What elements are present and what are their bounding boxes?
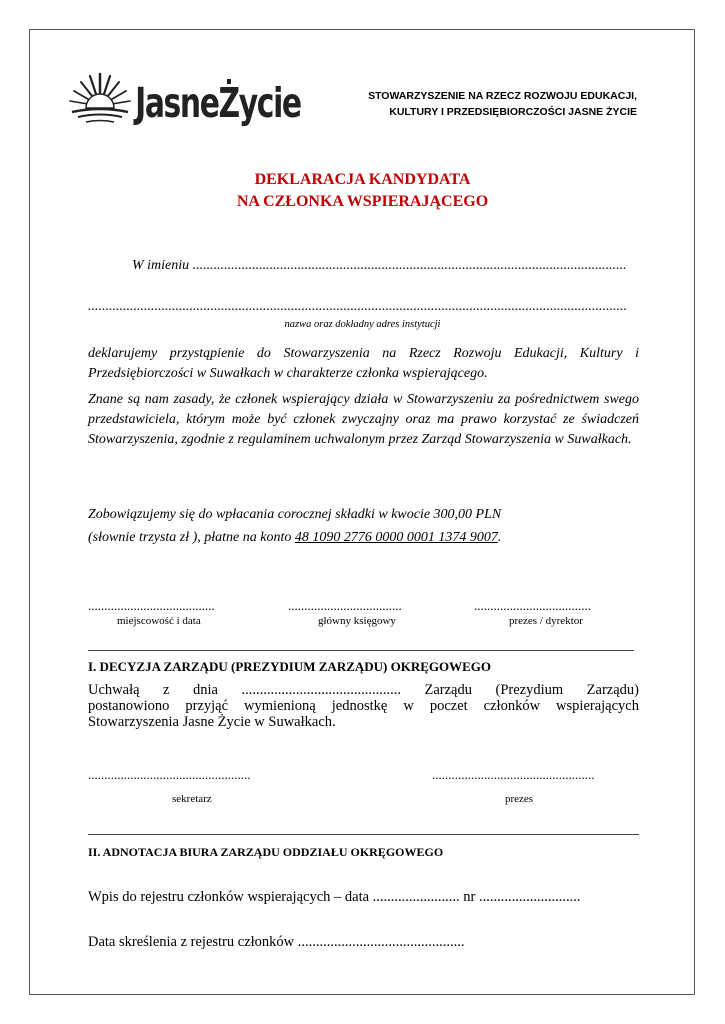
section-2-heading: II. ADNOTACJA BIURA ZARZĄDU ODDZIAŁU OKRĘGOWEGO [88,845,444,859]
account-number: 48 1090 2776 0000 0001 1374 9007 [294,530,498,545]
fee-line: Zobowiązujemy się do wpłacania corocznej składki w kwocie 300,00 PLN [88,507,502,522]
place-date-field[interactable]: ....................................... [88,598,215,613]
chief-accountant-label: główny księgowy [318,615,396,627]
institution-caption: nazwa oraz dokładny adres instytucji [284,319,441,330]
divider-2 [88,834,639,835]
secretary-signature-field[interactable]: .................................................. [88,767,251,782]
section-1-line-3: Stowarzyszenia Jasne Życie w Suwałkach. [88,714,336,730]
org-line-1: STOWARZYSZENIE NA RZECZ ROZWOJU EDUKACJI, [368,90,637,102]
register-entry-field[interactable]: Wpis do rejestru członków wspierających – data ........................ nr ............................ [88,889,581,905]
divider-1 [88,650,634,651]
document-title-line-1: DEKLARACJA KANDYDATA [254,171,471,188]
institution-field[interactable]: .......................................................................................................................................................... [88,299,627,314]
logo-text: JasneŻycie [135,78,301,128]
section-1-line-2: postanowiono przyjąć wymienioną jednostkę w poczet członków wspierających [88,698,639,714]
org-line-2: KULTURY I PRZEDSIĘBIORCZOŚCI JASNE ŻYCIE [389,106,637,118]
section-1-line-1: Uchwałą z dnia ............................................ Zarządu (Prezydium Zarządu) [88,682,639,698]
account-line [88,530,501,546]
place-date-label: miejscowość i data [117,615,201,627]
chief-accountant-signature-field[interactable]: ................................... [288,598,402,613]
removal-date-field[interactable]: Data skreślenia z rejestru członków .............................................. [88,934,465,950]
president-director-signature-field[interactable]: .................................... [474,598,591,613]
in-name-field[interactable] [132,258,627,274]
section-1-heading: I. DECYZJA ZARZĄDU (PREZYDIUM ZARZĄDU) OKRĘGOWEGO [88,659,492,674]
fee-words: (słownie trzysta zł ), płatne na konto [88,530,295,545]
president-director-label: prezes / dyrektor [509,615,583,627]
jasne-zycie-logo [68,70,301,128]
section-1-text [88,682,639,730]
president-label: prezes [505,793,534,805]
secretary-label: sekretarz [172,793,212,805]
in-name-label: W imieniu [132,258,190,273]
account-line-end: . [497,530,502,545]
organization-name [368,88,637,120]
rules-paragraph: Znane są nam zasady, że członek wspierający działa w Stowarzyszeniu za pośrednictwem swego przedstawiciela, którym może być członek zwyczajny oraz ma prawo korzystać ze świadczeń Stowarzyszenia, zgodnie z regulaminem uchwalonym przez Zarząd Stowarzyszenia w Suwałkach. [88,392,639,447]
declaration-paragraph: deklarujemy przystąpienie do Stowarzyszenia na Rzecz Rozwoju Edukacji, Kultury i Przedsiębiorczości w Suwałkach w charakterze członka wspierającego. [88,346,639,381]
president-signature-field[interactable]: .................................................. [432,767,595,782]
in-name-dots: ............................................................................................................................ [192,258,627,273]
document-title-line-2: NA CZŁONKA WSPIERAJĄCEGO [236,193,489,210]
